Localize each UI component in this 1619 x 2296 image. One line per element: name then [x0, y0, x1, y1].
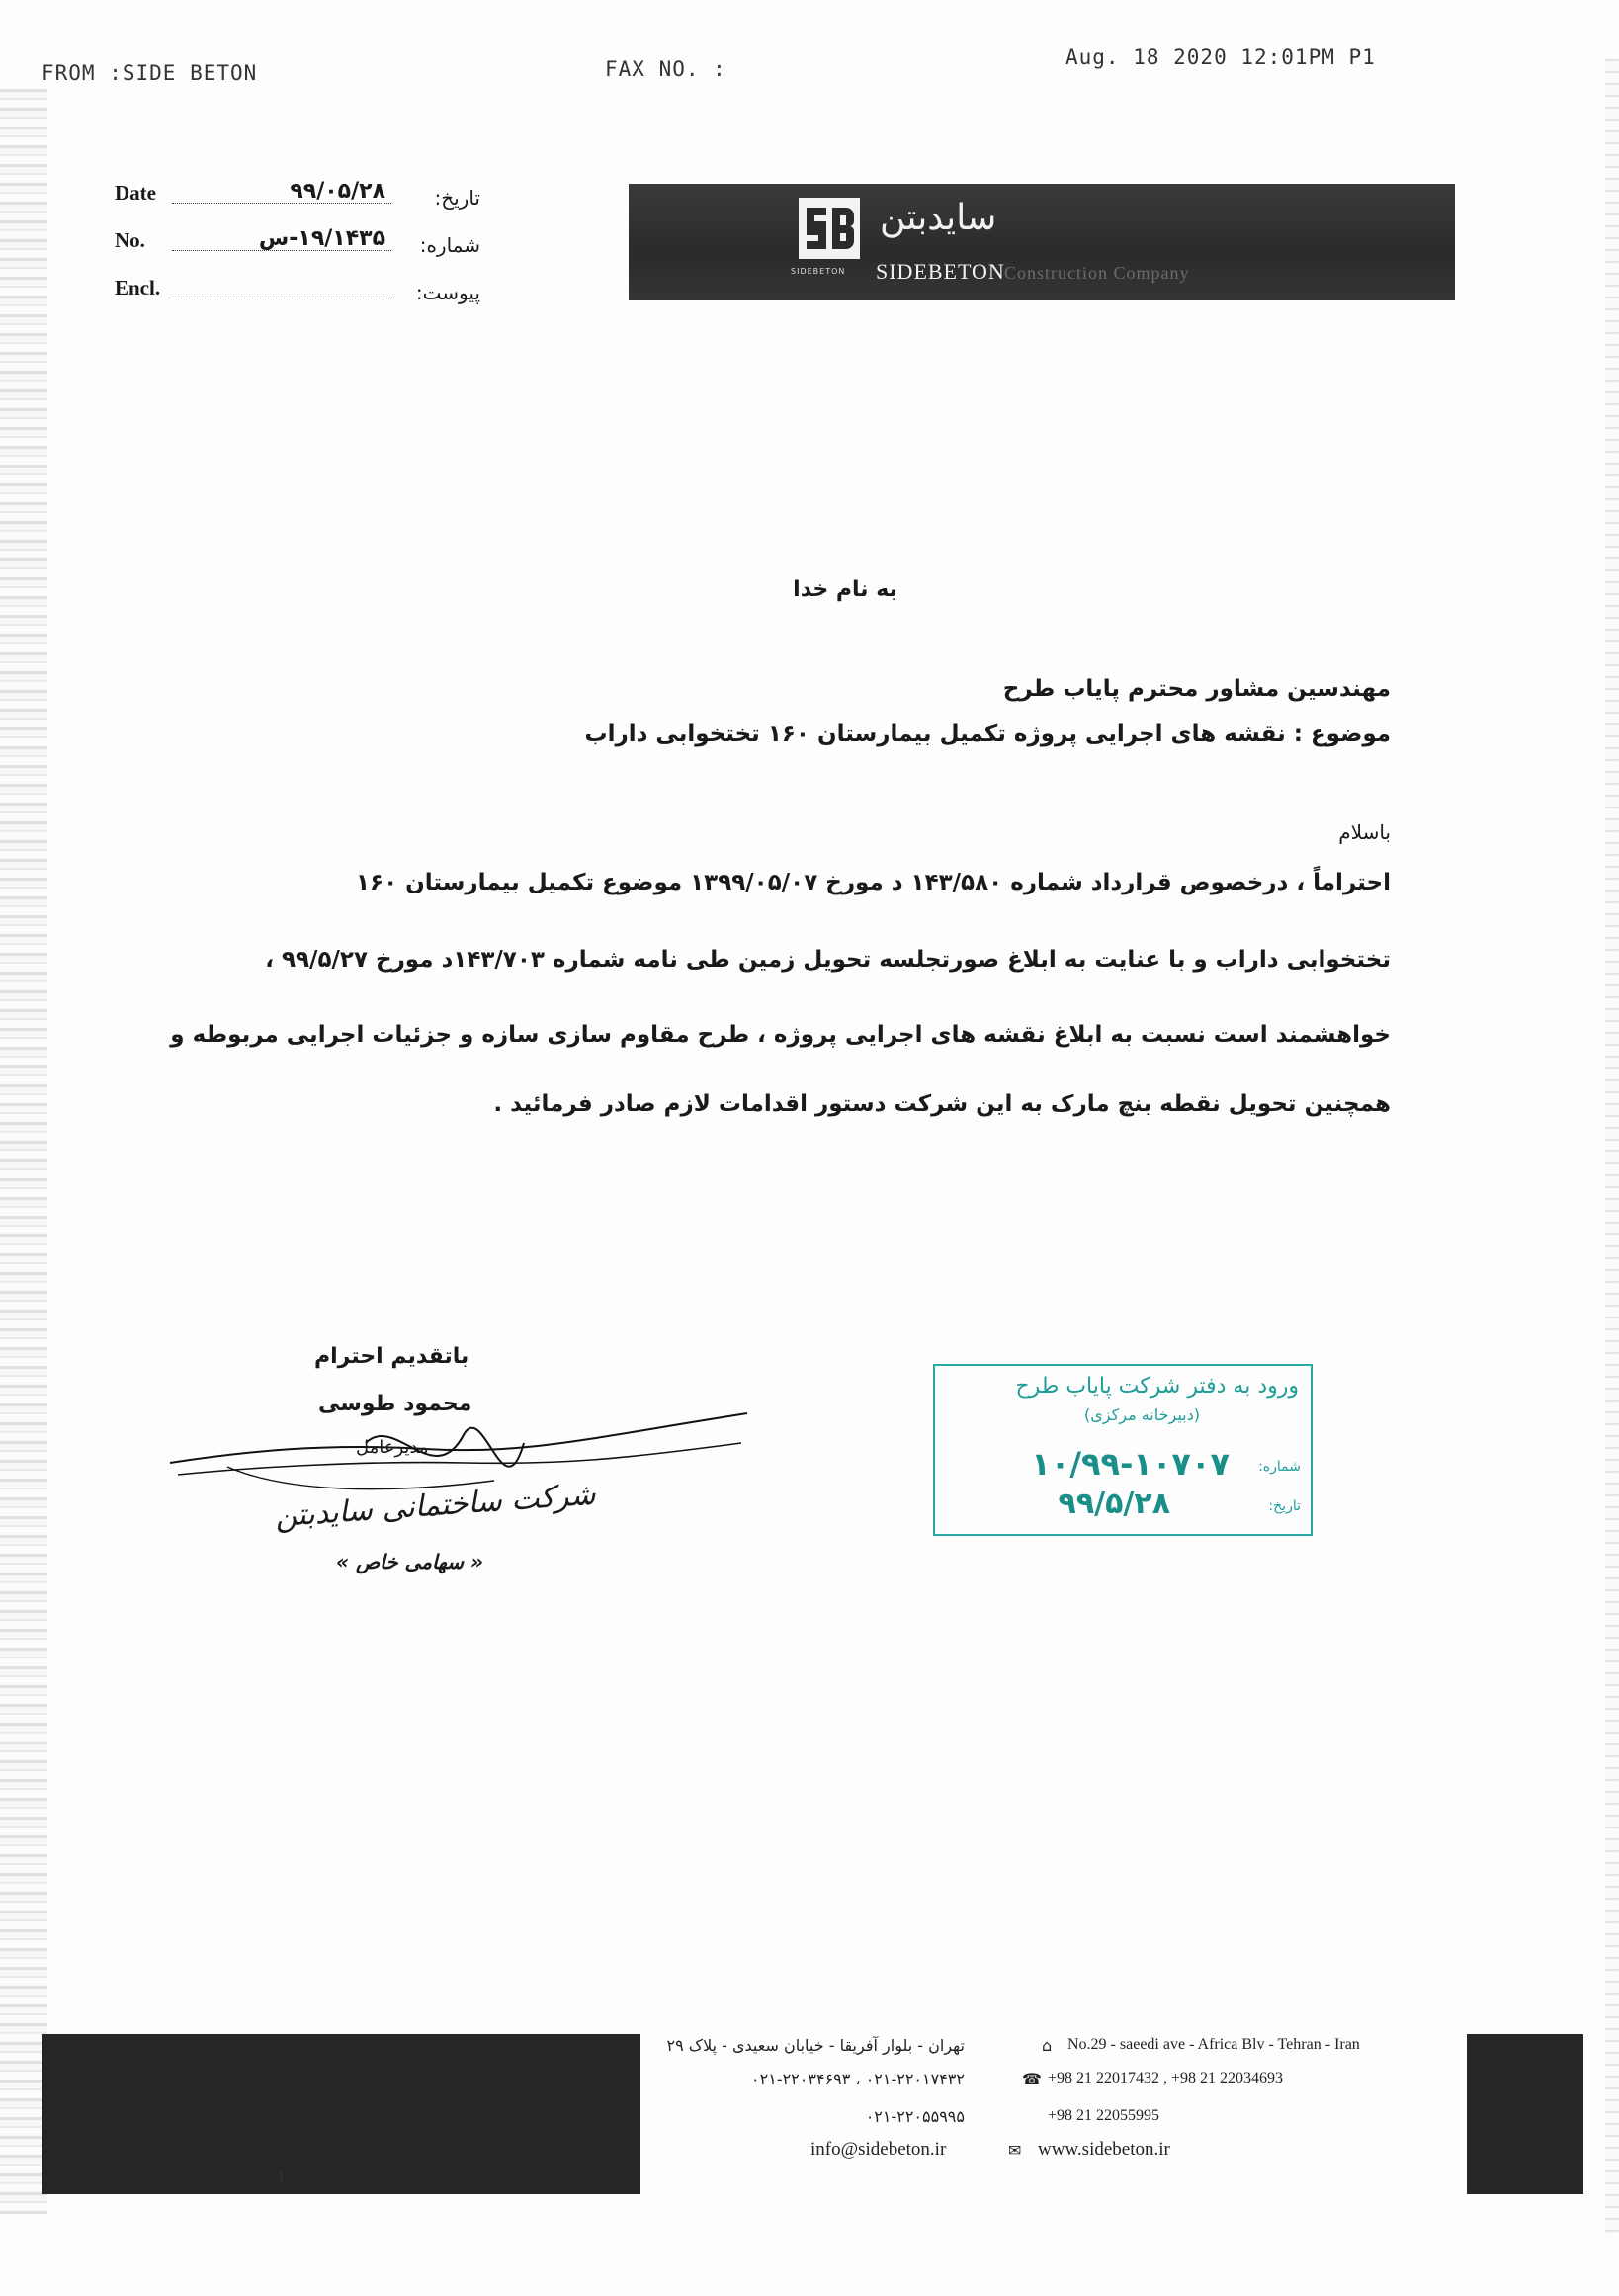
phone-icon: ☎ — [1022, 2070, 1042, 2088]
company-type: « سهامی خاص » — [336, 1550, 483, 1573]
number-label-fa: شماره: — [419, 233, 480, 257]
signer-company: شرکت ساختمانی سایدبتن — [274, 1477, 597, 1535]
footer-block-right — [1467, 2034, 1583, 2194]
subject-line: موضوع : نقشه های اجرایی پروژه تکمیل بیمارستان ۱۶۰ تختخوابی داراب — [584, 722, 1391, 747]
footer-fax-fa: ۰۲۱-۲۲۰۵۵۹۹۵ — [865, 2107, 965, 2126]
number-value: ۱۹/۱۴۳۵-س — [258, 226, 385, 251]
stamp-title: ورود به دفتر شرکت پایاب طرح — [1015, 1374, 1299, 1399]
scan-edge-right — [1605, 59, 1619, 2234]
number-row — [115, 225, 480, 259]
body-line-1: احتراماً ، درخصوص قرارداد شماره ۱۴۳/۵۸۰ د مورخ ۱۳۹۹/۰۵/۰۷ موضوع تکمیل بیمارستان ۱۶۰ — [356, 870, 1391, 895]
fax-datetime: Aug. 18 2020 12:01PM P1 — [1065, 45, 1376, 69]
mail-icon: ✉ — [1008, 2141, 1022, 2160]
body-line-2: تختخوابی داراب و با عنایت به ابلاغ صورتجلسه تحویل زمین طی نامه شماره ۱۴۳/۷۰۳د مورخ ۹۹/۵/۲۷ ، — [265, 947, 1391, 973]
enclosure-row — [115, 273, 480, 306]
company-name-en: SIDEBETON — [876, 259, 1005, 284]
logo-caption: SIDEBETON — [791, 267, 846, 276]
company-logo-icon — [799, 198, 860, 259]
stamp-subtitle: (دبیرخانه مرکزی) — [1084, 1405, 1200, 1424]
footer-website[interactable]: www.sidebeton.ir — [1038, 2139, 1170, 2160]
recipient-line: مهندسین مشاور محترم پایاب طرح — [1002, 676, 1391, 702]
enclosure-label-en: Encl. — [115, 276, 161, 299]
footer-phone-en: +98 21 22017432 , +98 21 22034693 — [1048, 2070, 1284, 2086]
footer-email[interactable]: info@sidebeton.ir — [810, 2139, 947, 2160]
home-icon: ⌂ — [1042, 2036, 1053, 2055]
company-header-band — [629, 184, 1455, 300]
received-stamp — [933, 1364, 1313, 1536]
date-value: ۹۹/۰۵/۲۸ — [290, 179, 385, 204]
footer-phone-fa: ۰۲۱-۲۲۰۱۷۴۳۲ ، ۰۲۱-۲۲۰۳۴۶۹۳ — [751, 2070, 965, 2088]
fax-number-label: FAX NO. : — [605, 57, 726, 81]
footer-block-left — [42, 2034, 640, 2194]
company-name-fa: سایدبتن — [880, 198, 997, 238]
closing-respect: باتقدیم احترام — [314, 1344, 469, 1369]
body-line-4: همچنین تحویل نقطه بنچ مارک به این شرکت دستور اقدامات لازم صادر فرمائید . — [493, 1091, 1391, 1117]
scan-edge-left — [0, 89, 47, 2214]
date-row — [115, 178, 480, 212]
body-line-3: خواهشمند است نسبت به ابلاغ نقشه های اجرایی پروژه ، طرح مقاوم سازی سازه و جزئیات اجرایی مربوطه و — [170, 1022, 1391, 1048]
footer-fax-en: +98 21 22055995 — [1048, 2107, 1160, 2124]
fax-from: FROM :SIDE BETON — [42, 61, 258, 85]
footer-address-en: No.29 - saeedi ave - Africa Blv - Tehran - Iran — [1067, 2036, 1360, 2053]
footer-address-fa: تهران - بلوار آفریقا - خیابان سعیدی - پلاک ۲۹ — [666, 2036, 965, 2055]
date-label-fa: تاریخ: — [434, 186, 480, 210]
bismillah-heading: به نام خدا — [793, 577, 897, 602]
stamp-date-label: تاریخ: — [1268, 1498, 1301, 1514]
signer-name: محمود طوسی — [318, 1392, 472, 1416]
date-label-en: Date — [115, 181, 156, 205]
stamp-date: ۹۹/۵/۲۸ — [1058, 1487, 1170, 1521]
stamp-number-label: شماره: — [1258, 1459, 1301, 1475]
stamp-number: ۱۰/۹۹-۱۰۷۰۷ — [1031, 1445, 1230, 1483]
greeting-line: باسلام — [1338, 820, 1391, 844]
number-label-en: No. — [115, 228, 145, 252]
signer-title: مدیرعامل — [356, 1437, 429, 1458]
enclosure-label-fa: پیوست: — [415, 281, 480, 304]
company-tagline: Construction Company — [1004, 263, 1190, 283]
corner-mark: ۱ — [277, 2167, 286, 2185]
